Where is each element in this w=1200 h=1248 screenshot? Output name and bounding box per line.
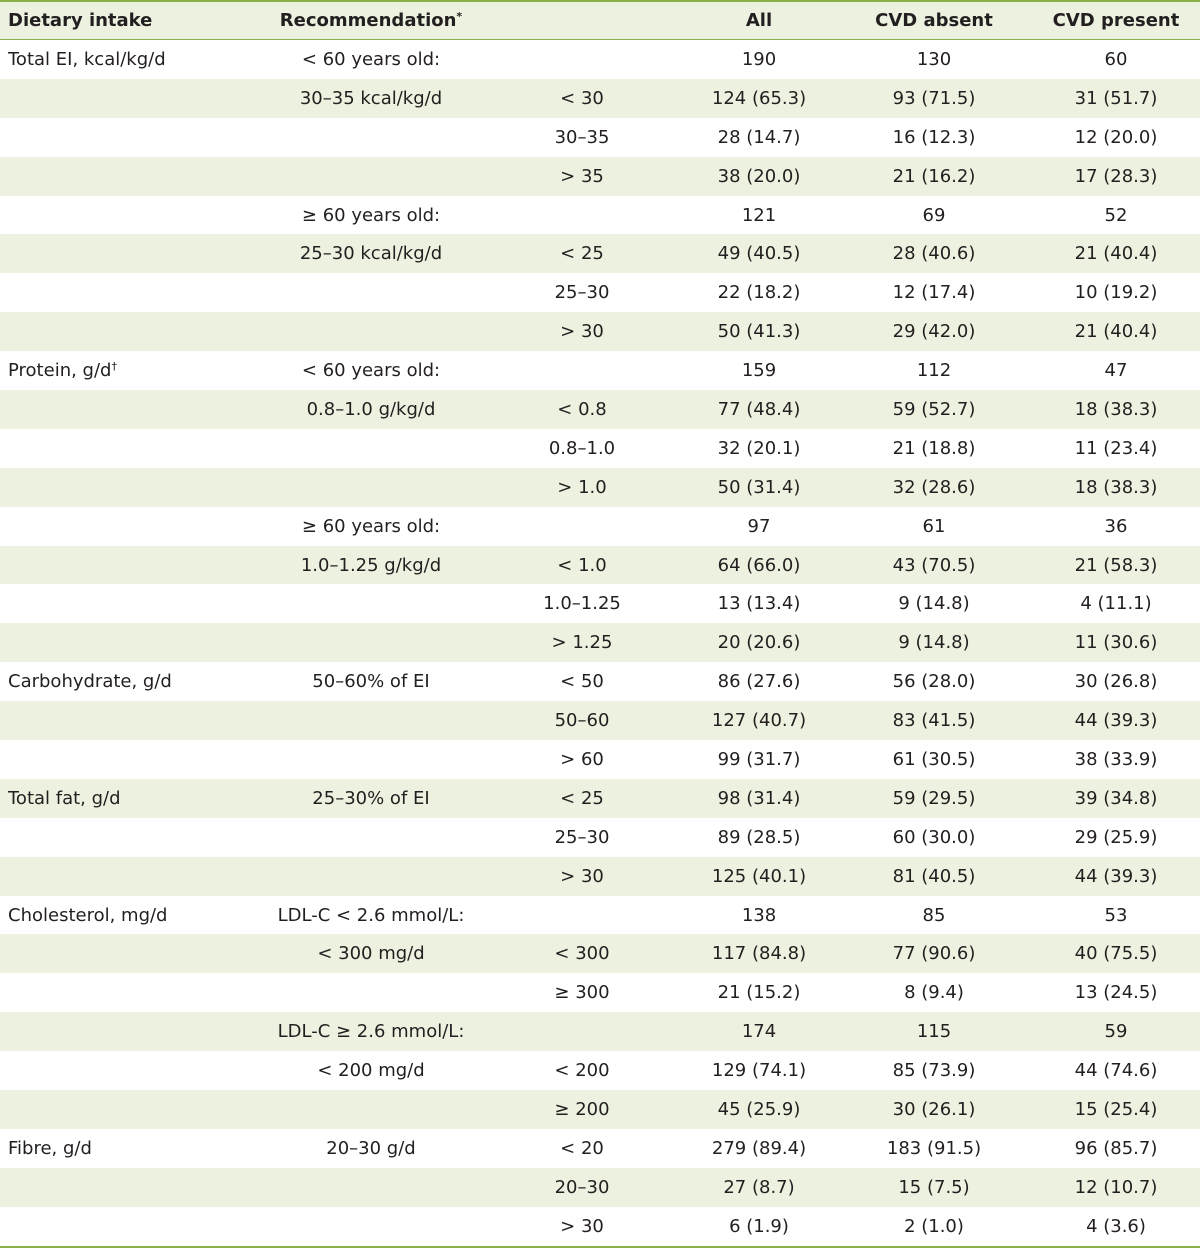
table-row <box>0 157 1200 196</box>
table-header-row <box>0 2 1200 40</box>
cell-cvd-absent: 28 (40.6) <box>892 243 976 265</box>
cell-all: 129 (74.1) <box>711 1060 807 1082</box>
cell-all: 99 (31.7) <box>717 748 801 770</box>
cell-all: 45 (25.9) <box>717 1098 801 1120</box>
table-row <box>0 623 1200 662</box>
cell-all: 121 <box>741 204 777 226</box>
cell-cvd-present: 53 <box>1104 904 1128 926</box>
cell-all: 13 (13.4) <box>717 593 801 615</box>
cell-cvd-present: 15 (25.4) <box>1074 1098 1158 1120</box>
table-row <box>0 40 1200 79</box>
cell-cvd-present: 21 (40.4) <box>1074 321 1158 343</box>
cell-category: ≥ 300 <box>554 982 610 1004</box>
cell-cvd-present: 21 (40.4) <box>1074 243 1158 265</box>
cell-all: 28 (14.7) <box>717 126 801 148</box>
cell-all: 138 <box>741 904 777 926</box>
dietary-intake-label: Carbohydrate, g/d <box>8 671 172 693</box>
dietary-intake-label: Total EI, kcal/kg/d <box>8 48 166 70</box>
cell-dietary-intake <box>0 671 260 692</box>
cell-category: < 200 <box>554 1060 610 1082</box>
cell-category: > 60 <box>560 748 604 770</box>
cell-recommendation: 25–30% of EI <box>312 787 430 809</box>
cell-recommendation: ≥ 60 years old: <box>301 204 441 226</box>
cell-all: 32 (20.1) <box>717 437 801 459</box>
cell-cvd-absent: 77 (90.6) <box>892 943 976 965</box>
cell-category: > 1.0 <box>557 476 607 498</box>
cell-recommendation: LDL-C ≥ 2.6 mmol/L: <box>277 1021 465 1043</box>
header-recommendation-label: Recommendation <box>279 10 457 31</box>
table-row <box>0 896 1200 935</box>
cell-all: 20 (20.6) <box>717 632 801 654</box>
table-row <box>0 507 1200 546</box>
cell-cvd-absent: 29 (42.0) <box>892 321 976 343</box>
cell-all: 50 (31.4) <box>717 476 801 498</box>
header-all: All <box>745 10 773 31</box>
table-row <box>0 196 1200 235</box>
cell-cvd-present: 17 (28.3) <box>1074 165 1158 187</box>
cell-cvd-present: 52 <box>1104 204 1128 226</box>
cell-cvd-present: 29 (25.9) <box>1074 826 1158 848</box>
cell-category: 25–30 <box>554 826 610 848</box>
cell-cvd-present: 60 <box>1104 48 1128 70</box>
cell-cvd-absent: 56 (28.0) <box>892 671 976 693</box>
cell-cvd-absent: 183 (91.5) <box>886 1137 982 1159</box>
table-row <box>0 779 1200 818</box>
cell-category: < 1.0 <box>557 554 607 576</box>
cell-cvd-present: 4 (3.6) <box>1086 1215 1146 1237</box>
table-row <box>0 1129 1200 1168</box>
cell-cvd-present: 21 (58.3) <box>1074 554 1158 576</box>
cell-cvd-present: 30 (26.8) <box>1074 671 1158 693</box>
cell-category: > 30 <box>560 321 604 343</box>
table-row <box>0 857 1200 896</box>
cell-cvd-absent: 61 (30.5) <box>892 748 976 770</box>
cell-cvd-present: 44 (74.6) <box>1074 1060 1158 1082</box>
cell-category: 0.8–1.0 <box>548 437 616 459</box>
footnote-mark: † <box>111 360 117 374</box>
table-row <box>0 701 1200 740</box>
cell-cvd-absent: 59 (29.5) <box>892 787 976 809</box>
cell-cvd-present: 39 (34.8) <box>1074 787 1158 809</box>
cell-cvd-absent: 83 (41.5) <box>892 710 976 732</box>
table-row <box>0 546 1200 585</box>
cell-cvd-absent: 9 (14.8) <box>898 593 970 615</box>
cell-recommendation: 25–30 kcal/kg/d <box>299 243 443 265</box>
cell-all: 49 (40.5) <box>717 243 801 265</box>
cell-cvd-absent: 93 (71.5) <box>892 87 976 109</box>
cell-all: 27 (8.7) <box>723 1176 795 1198</box>
cell-category: < 25 <box>560 787 604 809</box>
cell-all: 279 (89.4) <box>711 1137 807 1159</box>
cell-cvd-present: 44 (39.3) <box>1074 710 1158 732</box>
cell-dietary-intake <box>0 905 260 926</box>
cell-cvd-absent: 12 (17.4) <box>892 282 976 304</box>
cell-cvd-absent: 21 (16.2) <box>892 165 976 187</box>
cell-all: 64 (66.0) <box>717 554 801 576</box>
cell-cvd-absent: 69 <box>922 204 946 226</box>
table-row <box>0 1012 1200 1051</box>
cell-recommendation: < 200 mg/d <box>317 1060 425 1082</box>
cell-recommendation: 0.8–1.0 g/kg/d <box>306 398 436 420</box>
cell-recommendation: 50–60% of EI <box>312 671 430 693</box>
cell-category: < 0.8 <box>557 398 607 420</box>
dietary-intake-label: Fibre, g/d <box>8 1137 92 1159</box>
cell-recommendation: ≥ 60 years old: <box>301 515 441 537</box>
cell-cvd-absent: 85 (73.9) <box>892 1060 976 1082</box>
cell-recommendation: 1.0–1.25 g/kg/d <box>300 554 442 576</box>
cell-cvd-present: 18 (38.3) <box>1074 476 1158 498</box>
table-row <box>0 584 1200 623</box>
cell-category: 50–60 <box>554 710 610 732</box>
cell-all: 50 (41.3) <box>717 321 801 343</box>
cell-all: 117 (84.8) <box>711 943 807 965</box>
cell-all: 124 (65.3) <box>711 87 807 109</box>
cell-all: 38 (20.0) <box>717 165 801 187</box>
cell-all: 22 (18.2) <box>717 282 801 304</box>
cell-category: 30–35 <box>554 126 610 148</box>
cell-category: > 1.25 <box>551 632 613 654</box>
cell-all: 86 (27.6) <box>717 671 801 693</box>
cell-cvd-present: 47 <box>1104 360 1128 382</box>
cell-all: 125 (40.1) <box>711 865 807 887</box>
cell-all: 174 <box>741 1021 777 1043</box>
cell-all: 89 (28.5) <box>717 826 801 848</box>
cell-recommendation: < 60 years old: <box>301 360 441 382</box>
cell-category: < 300 <box>554 943 610 965</box>
header-cvd-present: CVD present <box>1052 10 1180 31</box>
table-row <box>0 934 1200 973</box>
cell-cvd-present: 31 (51.7) <box>1074 87 1158 109</box>
cell-cvd-present: 11 (23.4) <box>1074 437 1158 459</box>
cell-cvd-absent: 16 (12.3) <box>892 126 976 148</box>
cell-category: ≥ 200 <box>554 1098 610 1120</box>
table-row <box>0 662 1200 701</box>
cell-all: 190 <box>741 48 777 70</box>
table-row <box>0 740 1200 779</box>
cell-cvd-present: 59 <box>1104 1021 1128 1043</box>
cell-category: < 30 <box>560 87 604 109</box>
cell-category: < 25 <box>560 243 604 265</box>
cell-cvd-absent: 59 (52.7) <box>892 398 976 420</box>
cell-category: > 30 <box>560 1215 604 1237</box>
table-row <box>0 429 1200 468</box>
table-body <box>0 40 1200 1246</box>
cell-recommendation: 20–30 g/d <box>326 1137 416 1159</box>
header-dietary-intake: Dietary intake <box>8 10 153 31</box>
cell-cvd-absent: 30 (26.1) <box>892 1098 976 1120</box>
cell-all: 21 (15.2) <box>717 982 801 1004</box>
cell-all: 97 <box>747 515 771 537</box>
cell-cvd-absent: 61 <box>922 515 946 537</box>
cell-cvd-absent: 15 (7.5) <box>898 1176 970 1198</box>
table-row <box>0 234 1200 273</box>
cell-cvd-absent: 9 (14.8) <box>898 632 970 654</box>
cell-cvd-present: 40 (75.5) <box>1074 943 1158 965</box>
cell-cvd-present: 12 (10.7) <box>1074 1176 1158 1198</box>
cell-cvd-present: 13 (24.5) <box>1074 982 1158 1004</box>
cell-dietary-intake <box>0 360 260 381</box>
table-row <box>0 1051 1200 1090</box>
cell-dietary-intake <box>0 49 260 70</box>
cell-cvd-absent: 2 (1.0) <box>904 1215 964 1237</box>
cell-recommendation: < 60 years old: <box>301 48 441 70</box>
table-row <box>0 1168 1200 1207</box>
table-row <box>0 1207 1200 1246</box>
cell-cvd-present: 36 <box>1104 515 1128 537</box>
cell-cvd-absent: 21 (18.8) <box>892 437 976 459</box>
cell-cvd-present: 4 (11.1) <box>1080 593 1152 615</box>
cell-category: < 50 <box>560 671 604 693</box>
table-row <box>0 273 1200 312</box>
table-row <box>0 390 1200 429</box>
cell-cvd-present: 12 (20.0) <box>1074 126 1158 148</box>
table-row <box>0 1090 1200 1129</box>
cell-cvd-present: 96 (85.7) <box>1074 1137 1158 1159</box>
cell-all: 159 <box>741 360 777 382</box>
table-row <box>0 79 1200 118</box>
cell-cvd-present: 10 (19.2) <box>1074 282 1158 304</box>
cell-cvd-present: 11 (30.6) <box>1074 632 1158 654</box>
cell-all: 6 (1.9) <box>729 1215 789 1237</box>
cell-cvd-absent: 81 (40.5) <box>892 865 976 887</box>
table-row <box>0 312 1200 351</box>
cell-cvd-absent: 8 (9.4) <box>904 982 964 1004</box>
cell-recommendation: LDL-C < 2.6 mmol/L: <box>277 904 465 926</box>
table-row <box>0 973 1200 1012</box>
cell-cvd-absent: 32 (28.6) <box>892 476 976 498</box>
table-row <box>0 118 1200 157</box>
header-cvd-absent: CVD absent <box>875 10 993 31</box>
dietary-intake-label: Total fat, g/d <box>8 787 121 809</box>
cell-recommendation: < 300 mg/d <box>317 943 425 965</box>
table-row <box>0 351 1200 390</box>
cell-category: 1.0–1.25 <box>543 593 621 615</box>
cell-all: 127 (40.7) <box>711 710 807 732</box>
cell-cvd-absent: 112 <box>916 360 952 382</box>
cell-cvd-absent: 85 <box>922 904 946 926</box>
cell-category: 20–30 <box>554 1176 610 1198</box>
cell-cvd-present: 44 (39.3) <box>1074 865 1158 887</box>
cell-category: < 20 <box>560 1137 604 1159</box>
cell-all: 77 (48.4) <box>717 398 801 420</box>
cell-cvd-present: 18 (38.3) <box>1074 398 1158 420</box>
dietary-intake-label: Protein, g/d <box>8 360 112 382</box>
cell-category: > 35 <box>560 165 604 187</box>
cell-dietary-intake <box>0 788 260 809</box>
cell-category: 25–30 <box>554 282 610 304</box>
cell-dietary-intake <box>0 1138 260 1159</box>
header-recommendation <box>260 10 482 31</box>
cell-all: 98 (31.4) <box>717 787 801 809</box>
cell-cvd-present: 38 (33.9) <box>1074 748 1158 770</box>
cell-cvd-absent: 43 (70.5) <box>892 554 976 576</box>
cell-cvd-absent: 60 (30.0) <box>892 826 976 848</box>
table-row <box>0 468 1200 507</box>
cell-cvd-absent: 115 <box>916 1021 952 1043</box>
dietary-intake-label: Cholesterol, mg/d <box>8 904 168 926</box>
cell-recommendation: 30–35 kcal/kg/d <box>299 87 443 109</box>
cell-cvd-absent: 130 <box>916 48 952 70</box>
table-row <box>0 818 1200 857</box>
header-recommendation-footnote-mark: * <box>456 10 463 23</box>
cell-category: > 30 <box>560 865 604 887</box>
